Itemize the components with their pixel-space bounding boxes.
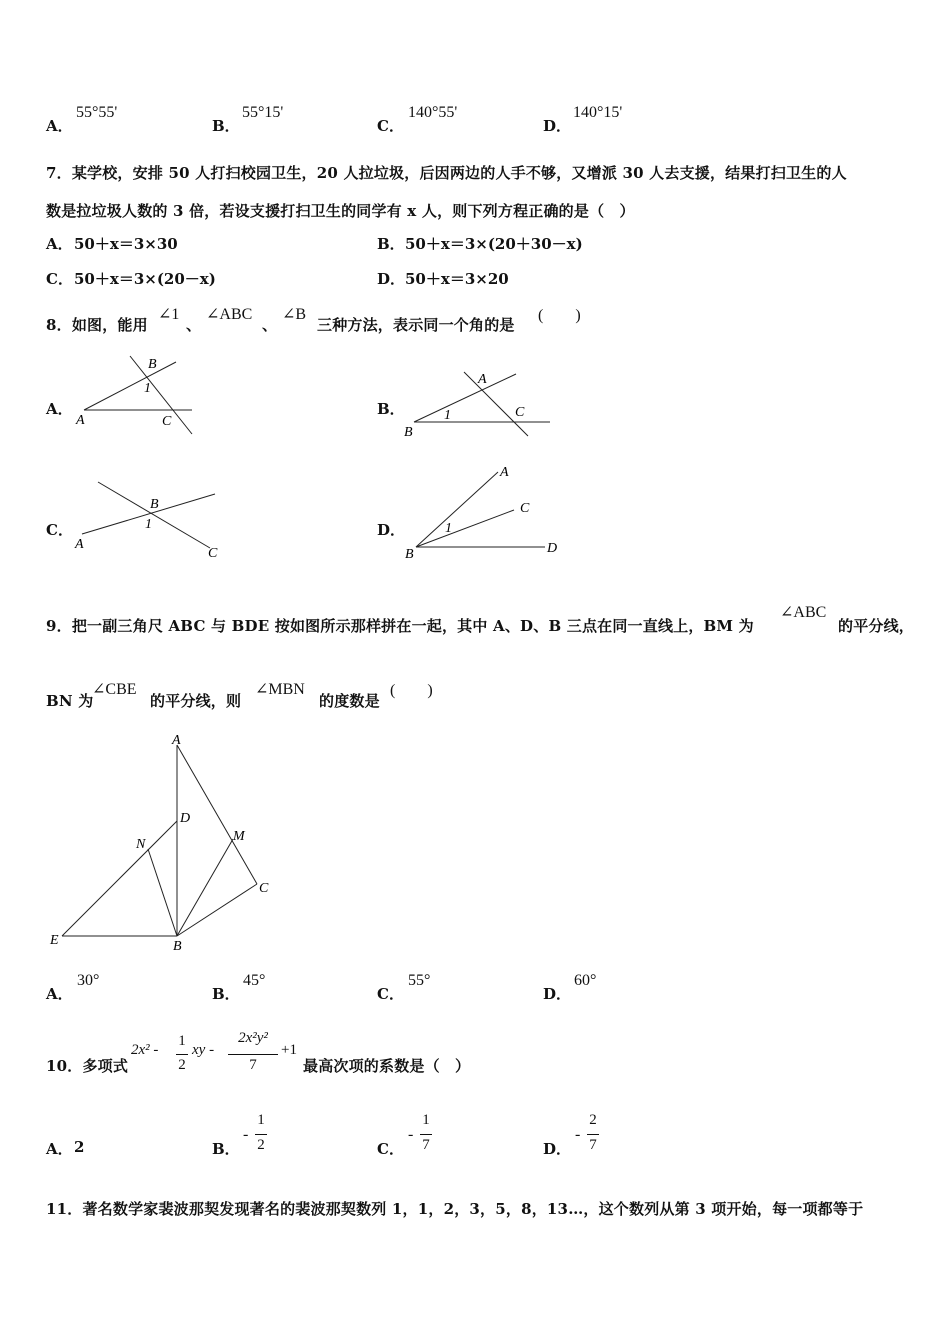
q6-option-b-value: 55°15' <box>242 104 284 121</box>
q6-option-c-letter: C． <box>377 117 404 135</box>
q9-label-c: C <box>259 881 269 896</box>
q6-option-d-value: 140°15' <box>573 104 623 121</box>
q9-option-a-letter: A． <box>46 985 73 1003</box>
q10-option-c-sign: - <box>408 1126 414 1143</box>
q8-angle-abc: ∠ABC <box>206 306 253 323</box>
q8-sep-2: 、 <box>262 316 278 334</box>
q10-frac1-num: 1 <box>178 1033 186 1049</box>
q7-option-b-text: 50＋x＝3×(20＋30－x) <box>405 235 583 253</box>
q9-angle-cbe: ∠CBE <box>92 681 137 698</box>
q6-option-b-letter: B． <box>212 117 240 135</box>
q8-sep-1: 、 <box>186 316 202 334</box>
q9-stem-line2-mid: 的平分线，则 <box>150 692 242 710</box>
q8-angle-b: ∠B <box>282 306 307 323</box>
q8-answer-paren: ( ) <box>538 307 581 324</box>
q7-option-c-text: 50＋x＝3×(20－x) <box>74 270 216 288</box>
q10-frac1-bar <box>176 1054 188 1055</box>
q8b-label-b: B <box>404 425 413 439</box>
q11-stem-line1: 11．著名数学家裴波那契发现著名的裴波那契数列 1，1，2，3，5，8，13…，这个数列从第 3 项开始，每一项都等于 <box>46 1200 864 1218</box>
q10-option-a-letter: A． <box>46 1140 73 1158</box>
q6-option-a-value: 55°55' <box>76 104 118 121</box>
q8-stem-suffix: 三种方法，表示同一个角的是 <box>317 316 515 334</box>
q9-stem-line2-prefix: BN 为 <box>46 692 94 710</box>
q8-figure-a <box>70 352 200 437</box>
q8-angle-1: ∠1 <box>158 306 180 323</box>
q8d-label-1: 1 <box>445 521 452 536</box>
q9-label-e: E <box>50 933 59 948</box>
q8c-label-a: A <box>75 537 84 552</box>
q8-option-b-letter: B． <box>377 400 405 418</box>
q10-option-b-sign: - <box>243 1126 249 1143</box>
q9-stem-line2-suffix: 的度数是 <box>319 692 380 710</box>
q9-answer-paren: ( ) <box>390 682 433 699</box>
q10-frac2-num: 2x²y² <box>238 1030 268 1046</box>
q7-option-d-letter: D． <box>377 270 406 288</box>
q10-option-b-num: 1 <box>257 1112 265 1128</box>
q10-term-1: 2x² - <box>131 1042 159 1058</box>
q9-option-b-value: 45° <box>243 972 266 989</box>
q8a-label-a: A <box>76 413 85 428</box>
q10-option-b-letter: B． <box>212 1140 240 1158</box>
q8-option-c-letter: C． <box>46 521 73 539</box>
q10-term-3: +1 <box>281 1042 297 1058</box>
q9-label-d: D <box>180 811 191 826</box>
q8-figure-b <box>400 364 555 439</box>
q9-option-d-letter: D． <box>543 985 572 1003</box>
q10-option-c-letter: C． <box>377 1140 404 1158</box>
q10-stem-prefix: 10．多项式 <box>46 1057 129 1075</box>
q9-option-b-letter: B． <box>212 985 240 1003</box>
q9-figure-triangles <box>40 732 280 957</box>
q8d-label-a: A <box>500 465 509 480</box>
q8d-label-d: D <box>547 541 558 556</box>
q9-stem-line1: 9．把一副三角尺 ABC 与 BDE 按如图所示那样拼在一起，其中 A、D、B 三点在同一直线上，BM 为 <box>46 617 754 635</box>
q10-option-c-num: 1 <box>422 1112 430 1128</box>
q9-angle-mbn: ∠MBN <box>255 681 305 698</box>
q8-figure-d <box>400 460 570 560</box>
q8b-label-a: A <box>478 372 487 387</box>
q8b-label-c: C <box>515 405 525 420</box>
q10-option-b-bar <box>255 1134 267 1135</box>
q8a-label-c: C <box>162 414 172 429</box>
q9-label-a: A <box>172 733 181 748</box>
q10-option-d-num: 2 <box>589 1112 597 1128</box>
q9-label-b: B <box>173 939 182 954</box>
q9-angle-abc: ∠ABC <box>780 604 827 621</box>
q8b-label-1: 1 <box>444 408 451 423</box>
q7-option-b-letter: B． <box>377 235 405 253</box>
q10-frac1-den: 2 <box>178 1057 186 1073</box>
q9-option-c-letter: C． <box>377 985 404 1003</box>
q8c-label-b: B <box>150 497 159 512</box>
q10-frac2-bar <box>228 1054 278 1055</box>
q8d-label-b: B <box>405 547 414 560</box>
q10-term-2: xy - <box>192 1042 215 1058</box>
q8-figure-c <box>70 478 220 563</box>
q8c-label-c: C <box>208 546 218 561</box>
q9-label-m: M <box>233 829 245 844</box>
q9-option-c-value: 55° <box>408 972 431 989</box>
q8c-label-1: 1 <box>145 517 152 532</box>
q8-stem-prefix: 8．如图，能用 <box>46 316 148 334</box>
q6-option-a-letter: A． <box>46 117 73 135</box>
q8-option-d-letter: D． <box>377 521 406 539</box>
q9-option-a-value: 30° <box>77 972 100 989</box>
q6-option-d-letter: D． <box>543 117 572 135</box>
q10-option-c-den: 7 <box>422 1137 430 1153</box>
q10-frac2-den: 7 <box>249 1057 257 1073</box>
q10-option-d-sign: - <box>575 1126 581 1143</box>
q8-option-a-letter: A． <box>46 400 73 418</box>
q7-option-c-letter: C． <box>46 270 73 288</box>
q7-option-a-text: 50＋x＝3×30 <box>74 235 178 253</box>
q8d-label-c: C <box>520 501 530 516</box>
q10-stem-suffix: 最高次项的系数是（ ） <box>303 1057 471 1075</box>
q10-option-c-bar <box>420 1134 432 1135</box>
q9-option-d-value: 60° <box>574 972 597 989</box>
q7-stem-line2: 数是拉垃圾人数的 3 倍，若设支援打扫卫生的同学有 x 人，则下列方程正确的是（ ） <box>46 202 635 220</box>
q9-stem-line1-suffix: 的平分线， <box>838 617 915 635</box>
q9-label-n: N <box>136 837 146 852</box>
q8a-label-b: B <box>148 357 157 372</box>
q10-option-d-letter: D． <box>543 1140 572 1158</box>
q10-option-d-den: 7 <box>589 1137 597 1153</box>
q7-option-d-text: 50＋x＝3×20 <box>405 270 509 288</box>
q10-option-d-bar <box>587 1134 599 1135</box>
q7-stem-line1: 7．某学校，安排 50 人打扫校园卫生，20 人拉垃圾，后因两边的人手不够，又增派 30 人去支援，结果打扫卫生的人 <box>46 164 847 182</box>
q6-option-c-value: 140°55' <box>408 104 458 121</box>
q8a-label-1: 1 <box>144 381 151 396</box>
q10-option-b-den: 2 <box>257 1137 265 1153</box>
q10-option-a-value: 2 <box>74 1138 85 1156</box>
q7-option-a-letter: A． <box>46 235 73 253</box>
